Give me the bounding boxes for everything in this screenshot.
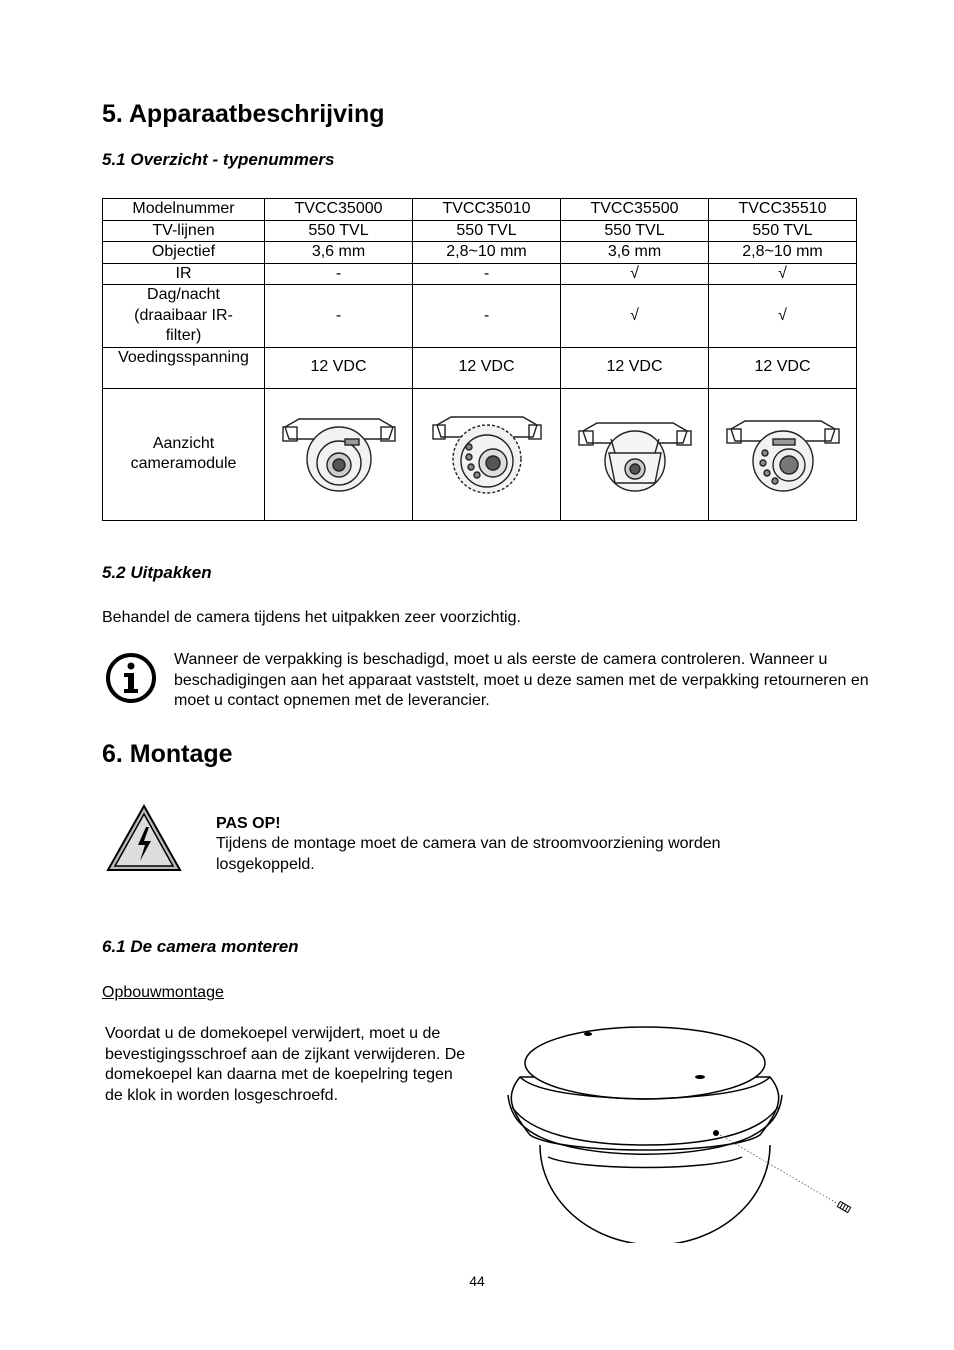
- table-cell: -: [413, 263, 561, 285]
- table-row: [103, 285, 857, 348]
- table-row: [103, 388, 857, 520]
- info-text: Wanneer de verpakking is beschadigd, moet u als eerste de camera controleren. Wanneer u beschadigingen aan het apparaat vaststelt, moet u deze samen met de verpakking retourneren en moet u contact opnemen met de leverancier.: [174, 651, 869, 709]
- table-cell: TVCC35500: [561, 199, 709, 221]
- row-label: Aanzicht cameramodule: [103, 388, 265, 520]
- table-cell: -: [265, 285, 413, 348]
- camera-module-image: [561, 388, 709, 520]
- table-cell: 3,6 mm: [265, 242, 413, 264]
- section-5-2-title: 5.2 Uitpakken: [102, 563, 212, 582]
- table-cell: 550 TVL: [265, 220, 413, 242]
- table-cell: TVCC35010: [413, 199, 561, 221]
- mount-text: Voordat u de domekoepel verwijdert, moet u de bevestigingsschroef aan de zijkant verwijderen. De domekoepel kan daarna met de koepelring tegen de klok in worden losgeschroefd.: [105, 1025, 466, 1104]
- table-cell: 12 VDC: [265, 347, 413, 388]
- table-cell: -: [413, 285, 561, 348]
- warning-title: PAS OP!: [216, 815, 281, 832]
- table-row: [103, 199, 857, 221]
- section-6-title: 6. Montage: [102, 740, 233, 768]
- table-row: [103, 347, 857, 388]
- table-cell: √: [561, 263, 709, 285]
- dome-camera-drawing: [500, 1015, 860, 1243]
- table-cell: 12 VDC: [561, 347, 709, 388]
- info-icon: [105, 652, 157, 704]
- table-cell: √: [709, 263, 857, 285]
- high-voltage-warning-icon: [105, 803, 183, 873]
- table-cell: √: [709, 285, 857, 348]
- row-label: Modelnummer: [103, 199, 265, 221]
- row-label: Voedingsspanning: [103, 347, 265, 388]
- unpack-text: Behandel de camera tijdens het uitpakken zeer voorzichtig.: [102, 609, 521, 626]
- model-overview-table: [102, 198, 857, 521]
- table-cell: 12 VDC: [413, 347, 561, 388]
- table-cell: 12 VDC: [709, 347, 857, 388]
- table-cell: 550 TVL: [413, 220, 561, 242]
- row-label: TV-lijnen: [103, 220, 265, 242]
- mount-type-label: Opbouwmontage: [102, 984, 224, 1001]
- table-row: [103, 220, 857, 242]
- table-cell: TVCC35510: [709, 199, 857, 221]
- table-cell: √: [561, 285, 709, 348]
- section-5-title: 5. Apparaatbeschrijving: [102, 100, 385, 128]
- table-cell: 2,8~10 mm: [709, 242, 857, 264]
- row-label: Objectief: [103, 242, 265, 264]
- table-row: [103, 263, 857, 285]
- camera-module-image: [709, 388, 857, 520]
- warning-text: Tijdens de montage moet de camera van de stroomvoorziening worden losgekoppeld.: [216, 835, 721, 873]
- table-cell: 550 TVL: [561, 220, 709, 242]
- camera-module-image: [265, 388, 413, 520]
- row-label: IR: [103, 263, 265, 285]
- camera-module-image: [413, 388, 561, 520]
- section-5-1-title: 5.1 Overzicht - typenummers: [102, 150, 335, 169]
- table-cell: TVCC35000: [265, 199, 413, 221]
- page-number: 44: [469, 1273, 485, 1289]
- row-label: Dag/nacht (draaibaar IR-filter): [103, 285, 265, 348]
- table-cell: 2,8~10 mm: [413, 242, 561, 264]
- table-cell: 550 TVL: [709, 220, 857, 242]
- table-row: [103, 242, 857, 264]
- table-cell: 3,6 mm: [561, 242, 709, 264]
- table-cell: -: [265, 263, 413, 285]
- section-6-1-title: 6.1 De camera monteren: [102, 937, 299, 956]
